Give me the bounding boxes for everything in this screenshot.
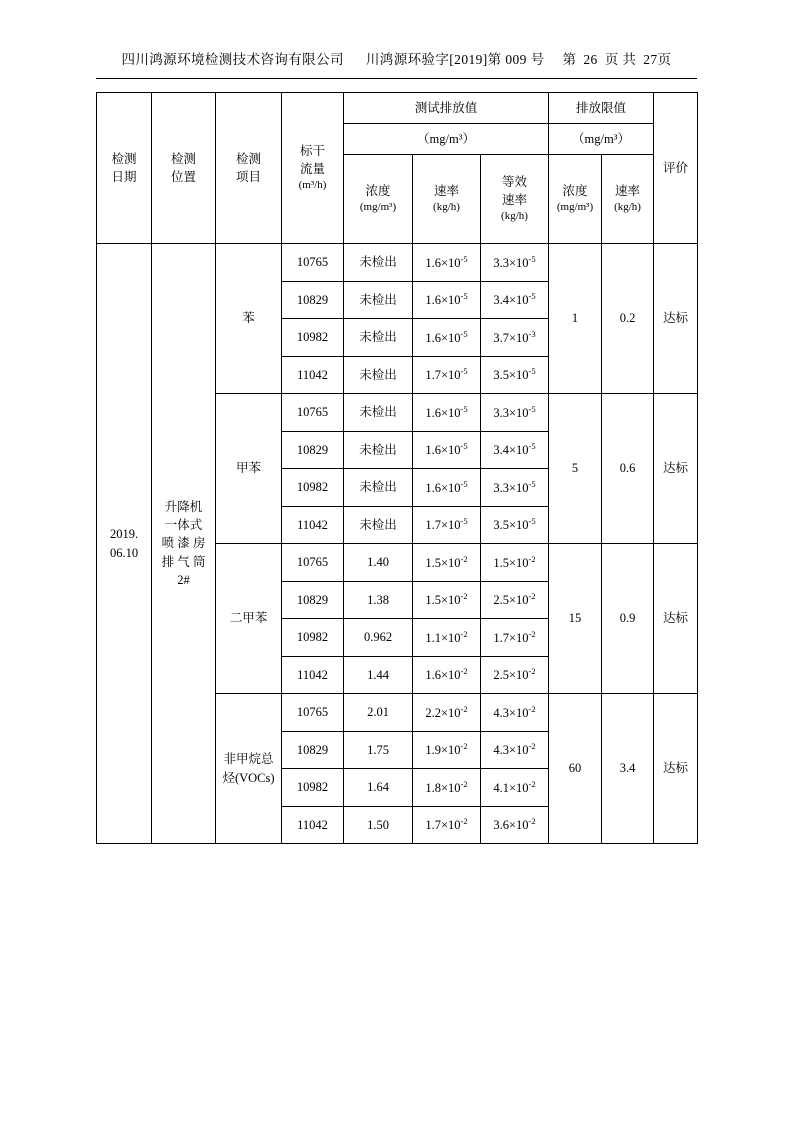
cell-conc: 1.44 [344,656,413,694]
cell-evaluation: 达标 [654,244,698,394]
cell-limit-conc: 15 [549,544,602,694]
cell-equivalent-rate: $3.4\times 10^{-5}$ [481,281,549,319]
col-header-equivalent-rate: 等效 速率 (kg/h) [481,155,549,244]
cell-equivalent-rate: $3.3\times 10^{-5}$ [481,469,549,507]
cell-flow: 10765 [282,244,344,282]
cell-equivalent-rate: $1.7\times 10^{-2}$ [481,619,549,657]
cell-conc: 未检出 [344,281,413,319]
header-page-total: 27 [643,52,658,67]
cell-conc: 1.40 [344,544,413,582]
cell-flow: 11042 [282,656,344,694]
cell-rate: $1.1\times 10^{-2}$ [413,619,481,657]
cell-flow: 10765 [282,544,344,582]
header-page-mid: 页 共 [604,52,637,67]
cell-evaluation: 达标 [654,544,698,694]
cell-flow: 10765 [282,394,344,432]
cell-location: 升降机 一体式 喷 漆 房 排 气 筒 2# [152,244,216,844]
cell-rate: $1.7\times 10^{-2}$ [413,806,481,844]
cell-rate: $1.6\times 10^{-5}$ [413,319,481,357]
col-header-limit-unit: （mg/m³） [549,124,654,155]
cell-flow: 11042 [282,356,344,394]
cell-flow: 10829 [282,581,344,619]
table-row [97,244,698,282]
cell-rate: $1.5\times 10^{-2}$ [413,581,481,619]
cell-flow: 10982 [282,769,344,807]
cell-conc: 1.75 [344,731,413,769]
header-page-prefix: 第 [562,52,577,67]
cell-limit-rate: 0.2 [602,244,654,394]
col-header-limit-rate: 速率 (kg/h) [602,155,654,244]
cell-limit-rate: 0.6 [602,394,654,544]
cell-limit-conc: 60 [549,694,602,844]
cell-equivalent-rate: $1.5\times 10^{-2}$ [481,544,549,582]
header-divider [96,78,697,79]
header-page-current: 26 [583,52,598,67]
cell-conc: 未检出 [344,356,413,394]
cell-rate: $1.8\times 10^{-2}$ [413,769,481,807]
col-header-measured-rate: 速率 (kg/h) [413,155,481,244]
cell-limit-conc: 5 [549,394,602,544]
col-header-limit-conc: 浓度 (mg/m³) [549,155,602,244]
cell-conc: 2.01 [344,694,413,732]
header-company: 四川鸿源环境检测技术咨询有限公司 [121,52,344,67]
cell-item: 甲苯 [216,394,282,544]
cell-equivalent-rate: $4.3\times 10^{-2}$ [481,731,549,769]
col-header-measured-unit: （mg/m³） [344,124,549,155]
cell-evaluation: 达标 [654,694,698,844]
cell-limit-rate: 3.4 [602,694,654,844]
cell-limit-conc: 1 [549,244,602,394]
cell-conc: 未检出 [344,506,413,544]
cell-item: 二甲苯 [216,544,282,694]
col-header-item: 检测 项目 [216,93,282,244]
cell-flow: 11042 [282,806,344,844]
cell-equivalent-rate: $3.3\times 10^{-5}$ [481,244,549,282]
cell-rate: $2.2\times 10^{-2}$ [413,694,481,732]
col-header-limit-group: 排放限值 [549,93,654,124]
cell-conc: 未检出 [344,469,413,507]
cell-equivalent-rate: $4.3\times 10^{-2}$ [481,694,549,732]
cell-rate: $1.6\times 10^{-5}$ [413,244,481,282]
col-header-evaluation: 评价 [654,93,698,244]
cell-equivalent-rate: $3.5\times 10^{-5}$ [481,356,549,394]
cell-equivalent-rate: $2.5\times 10^{-2}$ [481,656,549,694]
header-page-suffix: 页 [657,52,672,67]
cell-rate: $1.7\times 10^{-5}$ [413,506,481,544]
cell-conc: 1.50 [344,806,413,844]
cell-flow: 10982 [282,319,344,357]
cell-rate: $1.5\times 10^{-2}$ [413,544,481,582]
cell-conc: 0.962 [344,619,413,657]
cell-equivalent-rate: $3.6\times 10^{-2}$ [481,806,549,844]
cell-equivalent-rate: $3.3\times 10^{-5}$ [481,394,549,432]
cell-conc: 未检出 [344,431,413,469]
cell-equivalent-rate: $3.4\times 10^{-5}$ [481,431,549,469]
cell-limit-rate: 0.9 [602,544,654,694]
cell-rate: $1.6\times 10^{-5}$ [413,469,481,507]
cell-flow: 11042 [282,506,344,544]
page-header [96,48,697,68]
cell-equivalent-rate: $4.1\times 10^{-2}$ [481,769,549,807]
cell-rate: $1.6\times 10^{-5}$ [413,394,481,432]
cell-flow: 10982 [282,469,344,507]
header-report-number: 川鸿源环验字[2019]第 009 号 [365,52,545,67]
cell-conc: 未检出 [344,319,413,357]
cell-equivalent-rate: $2.5\times 10^{-2}$ [481,581,549,619]
cell-equivalent-rate: $3.5\times 10^{-5}$ [481,506,549,544]
cell-evaluation: 达标 [654,394,698,544]
cell-rate: $1.9\times 10^{-2}$ [413,731,481,769]
cell-conc: 1.64 [344,769,413,807]
cell-rate: $1.6\times 10^{-5}$ [413,431,481,469]
cell-flow: 10829 [282,281,344,319]
cell-conc: 未检出 [344,244,413,282]
cell-conc: 1.38 [344,581,413,619]
col-header-measured-conc: 浓度 (mg/m³) [344,155,413,244]
cell-rate: $1.6\times 10^{-2}$ [413,656,481,694]
col-header-location: 检测 位置 [152,93,216,244]
cell-flow: 10982 [282,619,344,657]
col-header-flow: 标干 流量 (m³/h) [282,93,344,244]
cell-rate: $1.7\times 10^{-5}$ [413,356,481,394]
cell-flow: 10829 [282,431,344,469]
emission-results-table [96,92,698,844]
cell-rate: $1.6\times 10^{-5}$ [413,281,481,319]
cell-item: 非甲烷总 烃(VOCs) [216,694,282,844]
table-header-row-1 [97,93,698,124]
col-header-date: 检测 日期 [97,93,152,244]
cell-flow: 10765 [282,694,344,732]
cell-flow: 10829 [282,731,344,769]
cell-date: 2019. 06.10 [97,244,152,844]
col-header-measured-group: 测试排放值 [344,93,549,124]
cell-equivalent-rate: $3.7\times 10^{-3}$ [481,319,549,357]
cell-item: 苯 [216,244,282,394]
cell-conc: 未检出 [344,394,413,432]
